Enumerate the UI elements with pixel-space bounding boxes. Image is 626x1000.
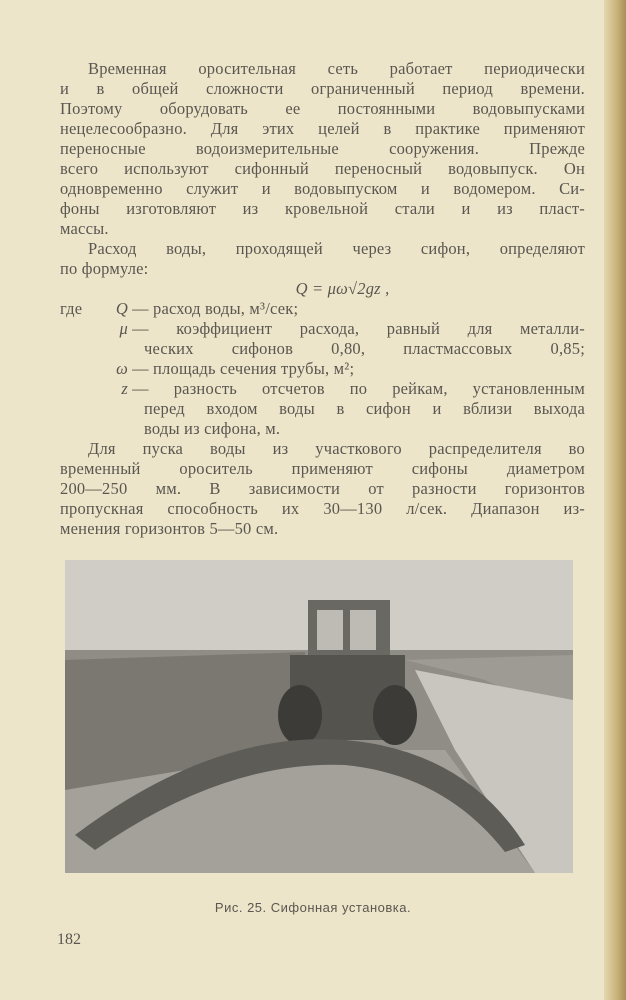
text-line: менения горизонтов 5—50 см. bbox=[60, 519, 279, 538]
text-line: пропускная способность их 30—130 л/сек. Диапазон из- bbox=[60, 499, 585, 518]
figure-caption: Рис. 25. Сифонная установка. bbox=[214, 900, 412, 915]
definition-text: — площадь сечения трубы, м²; bbox=[132, 359, 355, 378]
text-line: нецелесообразно. Для этих целей в практике применяют bbox=[60, 119, 585, 138]
symbol: Q bbox=[115, 299, 128, 318]
page-edge bbox=[604, 0, 626, 1000]
definition-text: — расход воды, м³/сек; bbox=[132, 299, 299, 318]
definition-mu bbox=[60, 319, 585, 339]
text-line: переносные водоизмерительные сооружения. Прежде bbox=[60, 139, 585, 158]
definitions bbox=[60, 299, 585, 439]
definition-z bbox=[60, 379, 585, 399]
definition-text: — разность отсчетов по рейкам, установленным bbox=[132, 379, 585, 398]
text-line: Для пуска воды из участкового распределителя во bbox=[88, 439, 585, 458]
symbol: ω bbox=[116, 359, 128, 378]
text-line: всего используют сифонный переносный водовыпуск. Он bbox=[60, 159, 585, 178]
definition-text: воды из сифона, м. bbox=[144, 419, 281, 438]
text-line: одновременно служит и водовыпуском и водомером. Си- bbox=[60, 179, 585, 198]
paragraph-3 bbox=[60, 439, 585, 539]
figure-photo bbox=[65, 560, 573, 873]
text-line: фоны изготовляют из кровельной стали и из пласт- bbox=[60, 199, 585, 218]
text-line: Временная оросительная сеть работает периодически bbox=[88, 59, 585, 78]
symbol: z bbox=[121, 379, 128, 398]
paragraph-2 bbox=[60, 239, 585, 279]
formula: Q = μω√2gz , bbox=[295, 279, 390, 298]
paragraph-1 bbox=[60, 59, 585, 239]
page-number: 182 bbox=[57, 931, 81, 948]
where-label: где bbox=[60, 299, 83, 318]
text-line: 200—250 мм. В зависимости от разности горизонтов bbox=[60, 479, 585, 498]
definition-text: — коэффициент расхода, равный для металли- bbox=[132, 319, 585, 338]
definition-omega bbox=[60, 359, 585, 379]
text-line: Расход воды, проходящей через сифон, определяют bbox=[88, 239, 585, 258]
text-line: массы. bbox=[60, 219, 109, 238]
definition-text: ческих сифонов 0,80, пластмассовых 0,85; bbox=[144, 339, 585, 358]
definition-q bbox=[60, 299, 585, 319]
text-line: и в общей сложности ограниченный период времени. bbox=[60, 79, 585, 98]
text-line: временный ороситель применяют сифоны диаметром bbox=[60, 459, 585, 478]
text-line: Поэтому оборудовать ее постоянными водовыпусками bbox=[60, 99, 585, 118]
definition-text: перед входом воды в сифон и вблизи выхода bbox=[144, 399, 585, 418]
text-line: по формуле: bbox=[60, 259, 149, 278]
symbol: μ bbox=[119, 319, 128, 338]
body-text bbox=[60, 59, 585, 539]
